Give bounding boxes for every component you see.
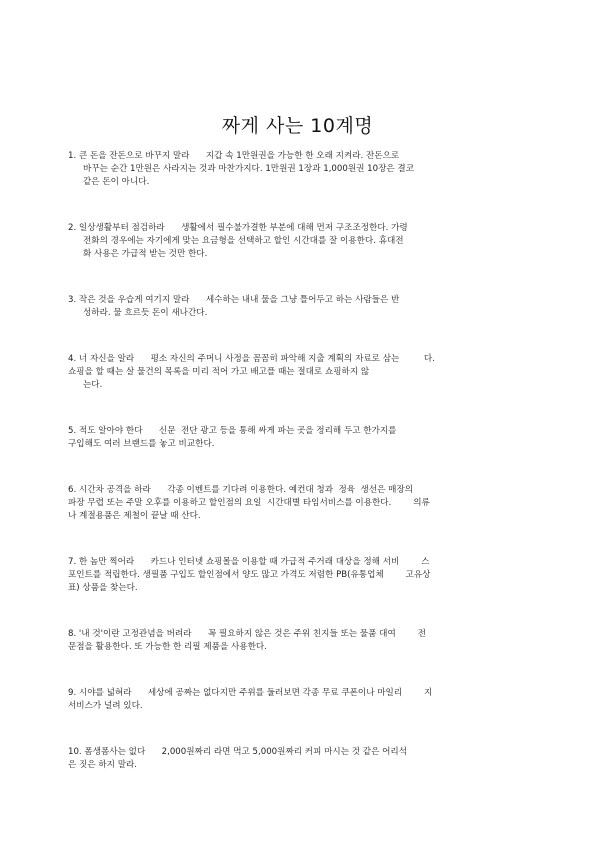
item-line: 1. 큰 돈을 잔돈으로 바꾸지 말라 지갑 속 1만원권을 가능한 한 오래 지켜라. 잔돈으로 — [68, 151, 400, 161]
item-line: 바꾸는 순간 1만원은 사라지는 것과 마찬가지다. 1만원권 1장과 1,000원권 10장은 결코 — [83, 164, 415, 174]
item-line: 3. 작은 것을 우습게 여기지 말라 세수하는 내내 물을 그냥 틀어두고 하는 사람들은 반 — [68, 295, 400, 305]
item-line: 6. 시간차 공격을 하라 각종 이벤트를 기다려 이용한다. 예컨대 청과 정육 생선은 매장의 — [68, 485, 414, 495]
item-line: 구입해도 여러 브랜드를 놓고 비교한다. — [68, 439, 215, 449]
list-item — [68, 150, 530, 189]
list-item — [68, 628, 530, 654]
item-line: 문점을 활용한다. 또 가능한 한 리필 제품을 사용한다. — [68, 642, 267, 652]
item-line: 표) 상품을 찾는다. — [68, 583, 138, 593]
list-item — [68, 353, 530, 392]
rules-list — [68, 150, 530, 805]
item-line: 포인트를 적립한다. 생필품 구입도 할인점에서 양도 많고 가격도 저렴한 PB(유통업체 고유상 — [68, 570, 431, 580]
list-item — [68, 746, 530, 772]
item-line: 전화의 경우에는 자기에게 맞는 요금형을 선택하고 할인 시간대를 잘 이용한다. 휴대전 — [83, 236, 404, 246]
list-item — [68, 484, 530, 523]
item-line: 9. 시야를 넓혀라 세상에 공짜는 없다지만 주위를 둘러보면 각종 무료 쿠폰이나 마일리 지 — [68, 688, 433, 698]
item-line: 쇼핑을 할 때는 살 물건의 목록을 미리 적어 가고 배고플 때는 절대로 쇼핑하지 않 — [68, 367, 370, 377]
item-line: 나 계절용품은 제철이 끝날 때 산다. — [68, 511, 201, 521]
item-line: 4. 너 자신을 알라 평소 자신의 주머니 사정을 꼼꼼히 파악해 지출 계획의 자료로 삼는 다. — [68, 354, 435, 364]
list-item — [68, 687, 530, 713]
item-line: 서비스가 널려 있다. — [68, 701, 143, 711]
item-line: 5. 적도 알아야 한다 신문 전단 광고 등을 통해 싸게 파는 곳을 정리해 두고 한가지를 — [68, 426, 397, 436]
list-item — [68, 425, 530, 451]
item-line: 성하라. 물 흐르듯 돈이 새나간다. — [83, 308, 208, 318]
list-item — [68, 556, 530, 595]
document-title: 짜게 사는 10계명 — [221, 114, 374, 137]
item-line: 파장 무렵 또는 주말 오후를 이용하고 할인점의 요일 시간대별 타임서비스를 이용한다. 의류 — [68, 498, 430, 508]
item-line: 7. 한 놈만 찍어라 카드나 인터넷 쇼핑몰을 이용할 때 가급적 주거래 대상을 정해 서비 스 — [68, 557, 430, 567]
item-line: 같은 돈이 아니다. — [83, 177, 150, 187]
item-line: 화 사용은 가급적 받는 것만 한다. — [83, 249, 208, 259]
item-line: 은 짓은 하지 말라. — [68, 760, 138, 770]
item-line: 8. '내 것'이란 고정관념을 버려라 꼭 필요하지 않은 것은 주위 친지들 또는 물품 대여 전 — [68, 629, 426, 639]
item-line: 2. 일상생활부터 점검하라 생활에서 필수불가결한 부분에 대해 먼저 구조조정한다. 가령 — [68, 223, 408, 233]
list-item — [68, 294, 530, 320]
list-item — [68, 222, 530, 261]
item-line: 10. 폼생폼사는 없다 2,000원짜리 라면 먹고 5,000원짜리 커피 마시는 것 같은 어리석 — [68, 747, 408, 757]
item-line: 는다. — [83, 380, 103, 390]
